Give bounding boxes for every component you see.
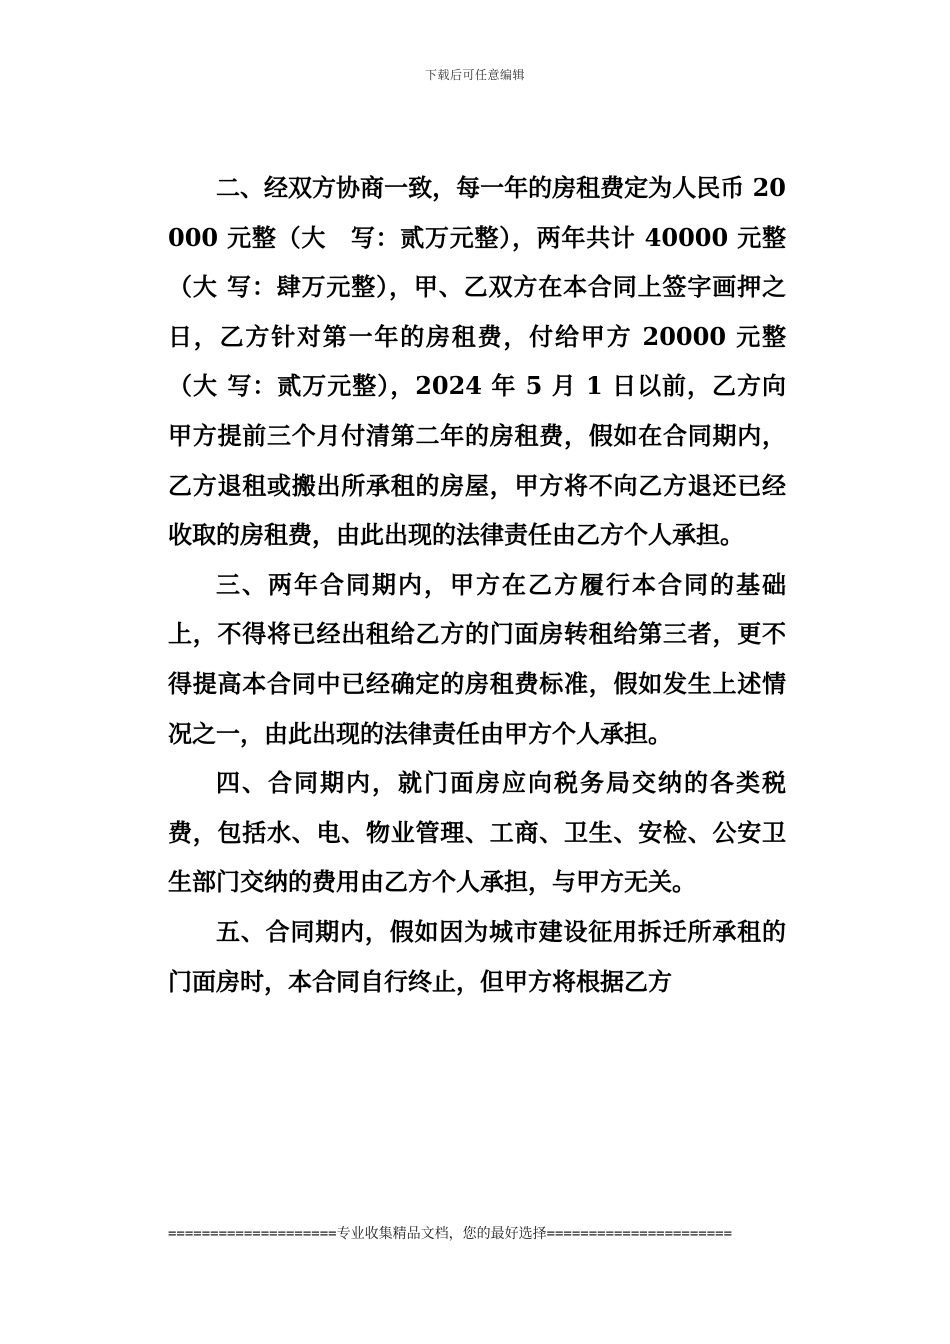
clause-5-paragraph: 五、合同期内，假如因为城市建设征用拆迁所承租的门面房时，本合同自行终止，但甲方将根据乙方 (168, 916, 786, 996)
clause-4-paragraph: 四、合同期内，就门面房应向税务局交纳的各类税费，包括水、电、物业管理、工商、卫生、安检、公安卫生部门交纳的费用由乙方个人承担，与甲方无关。 (168, 768, 786, 897)
page-footer-banner: ====================专业收集精品文档，您的最好选择====================== (168, 1226, 733, 1242)
clause-3-paragraph: 三、两年合同期内，甲方在乙方履行本合同的基础上，不得将已经出租给乙方的门面房转租给第三者，更不得提高本合同中已经确定的房租费标准，假如发生上述情况之一，由此出现的法律责任由甲方个人承担。 (168, 569, 786, 748)
document-body (168, 163, 786, 1006)
page-header-note: 下载后可任意编辑 (424, 68, 525, 82)
clause-2-paragraph: 二、经双方协商一致，每一年的房租费定为人民币 20000 元整（大 写：贰万元整），两年共计 40000 元整（大 写：肆万元整），甲、乙双方在本合同上签字画押之日，乙方针对第一年的房租费，付给甲方 20000 元整（大 写：贰万元整），2024 年 5 月 1 日以前，乙方向甲方提前三个月付清第二年的房租费，假如在合同期内，乙方退租或搬出所承租的房屋，甲方将不向乙方退还已经收取的房租费，由此出现的法律责任由乙方个人承担。 (168, 173, 786, 550)
